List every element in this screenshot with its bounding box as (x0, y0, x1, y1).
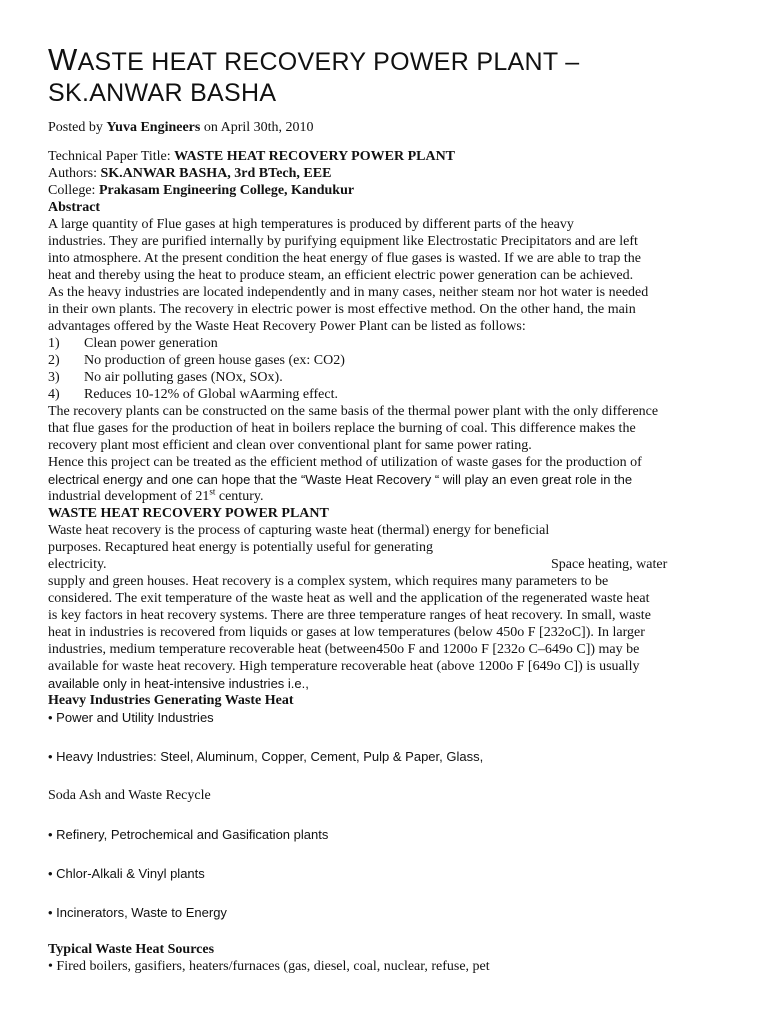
paragraph-line: is key factors in heat recovery systems. There are three temperature ranges of heat recovery. In small, waste (48, 608, 651, 623)
list-item: • Incinerators, Waste to Energy (48, 905, 227, 920)
list-number: 1) (48, 336, 60, 351)
abstract-line: advantages offered by the Waste Heat Recovery Power Plant can be listed as follows: (48, 319, 526, 334)
title-first-letter: W (48, 42, 78, 77)
list-item (48, 335, 730, 352)
list-item (48, 352, 730, 369)
paper-title-line (48, 148, 730, 165)
page-title (48, 44, 728, 109)
paragraph-line-end: century. (215, 489, 264, 504)
authors-value: SK.ANWAR BASHA, 3rd BTech, EEE (100, 166, 332, 181)
authors-label: Authors: (48, 166, 101, 181)
list-item: Soda Ash and Waste Recycle (48, 788, 211, 803)
college-label: College: (48, 183, 99, 198)
college-value: Prakasam Engineering College, Kandukur (98, 183, 355, 198)
paragraph-line: Hence this project can be treated as the efficient method of utilization of waste gases for the production of (48, 455, 642, 470)
abstract-line: into atmosphere. At the present condition the heat energy of flue gases is wasted. If we are able to trap the (48, 251, 641, 266)
list-text: Reduces 10-12% of Global wAarming effect. (84, 387, 338, 402)
paragraph-line (48, 488, 730, 505)
paragraph-line: available for waste heat recovery. High temperature recoverable heat (above 1200o F [649o C]) is usually (48, 659, 640, 674)
list-text: No air polluting gases (NOx, SOx). (84, 370, 283, 385)
paragraph-line: The recovery plants can be constructed on the same basis of the thermal power plant with the only difference (48, 404, 659, 419)
list-number: 3) (48, 370, 60, 385)
byline (48, 119, 314, 136)
list-item (48, 386, 730, 403)
list-item: • Power and Utility Industries (48, 710, 214, 725)
paragraph-line: that flue gases for the production of heat in boilers replace the burning of coal. This difference makes the (48, 421, 636, 436)
abstract-line: As the heavy industries are located independently and in many cases, neither steam nor hot water is needed (48, 285, 649, 300)
paragraph-line: Waste heat recovery is the process of capturing waste heat (thermal) energy for beneficial (48, 523, 550, 538)
paragraph-line: heat in industries is recovered from liquids or gases at low temperatures (below 450o F [232oC]). In larger (48, 625, 645, 640)
abstract-heading: Abstract (48, 200, 101, 215)
byline-prefix: Posted by (48, 120, 107, 135)
paragraph-line: considered. The exit temperature of the waste heat as well and the application of the regenerated waste heat (48, 591, 650, 606)
paragraph-line-text: industrial development of 21 (48, 489, 210, 504)
section-paragraph (48, 522, 730, 692)
industries-list (48, 709, 730, 941)
list-item: • Heavy Industries: Steel, Aluminum, Copper, Cement, Pulp & Paper, Glass, (48, 749, 484, 764)
paragraph-line: recovery plant most efficient and clean over conventional plant for same power rating. (48, 438, 532, 453)
paragraph-line-text: electricity. (48, 557, 107, 572)
paragraph-line (48, 556, 730, 573)
authors-line (48, 165, 730, 182)
byline-author[interactable]: Yuva Engineers (106, 120, 201, 135)
abstract-line: heat and thereby using the heat to produce steam, an efficient electric power generation can be achieved. (48, 268, 634, 283)
title-line-2: SK.ANWAR BASHA (48, 79, 277, 107)
college-line (48, 182, 730, 199)
abstract-line: industries. They are purified internally by purifying equipment like Electrostatic Precipitators and are left (48, 234, 638, 249)
section-heading: WASTE HEAT RECOVERY POWER PLANT (48, 506, 329, 521)
title-line-1: ASTE HEAT RECOVERY POWER PLANT – (77, 48, 580, 76)
paragraph-line: industries, medium temperature recoverable heat (between450o F and 1200o F [232o C–649o C]) may be (48, 642, 640, 657)
paragraph-line: available only in heat-intensive industries i.e., (48, 676, 309, 691)
abstract-line: A large quantity of Flue gases at high temperatures is produced by different parts of the heavy (48, 217, 574, 232)
floating-text: Space heating, water (551, 557, 668, 572)
abstract-line: in their own plants. The recovery in electric power is most effective method. On the other hand, the main (48, 302, 636, 317)
paragraph-line: purposes. Recaptured heat energy is potentially useful for generating (48, 540, 434, 555)
sources-heading: Typical Waste Heat Sources (48, 942, 215, 957)
paragraph-line: electrical energy and one can hope that the “Waste Heat Recovery “ will play an even great role in the (48, 472, 633, 487)
list-item (48, 369, 730, 386)
list-item: • Fired boilers, gasifiers, heaters/furnaces (gas, diesel, coal, nuclear, refuse, pet (48, 959, 490, 974)
list-text: No production of green house gases (ex: CO2) (84, 353, 345, 368)
advantages-list (48, 335, 730, 403)
article-body (48, 148, 730, 975)
paper-title-label: Technical Paper Title: (48, 149, 175, 164)
industries-heading: Heavy Industries Generating Waste Heat (48, 693, 294, 708)
superscript: st (209, 486, 216, 497)
list-text: Clean power generation (84, 336, 218, 351)
list-number: 2) (48, 353, 60, 368)
list-item: • Refinery, Petrochemical and Gasification plants (48, 827, 329, 842)
paper-title-value: WASTE HEAT RECOVERY POWER PLANT (174, 149, 456, 164)
recovery-paragraph (48, 403, 730, 505)
byline-date: on April 30th, 2010 (200, 120, 314, 135)
paragraph-line: supply and green houses. Heat recovery is a complex system, which requires many parameters to be (48, 574, 609, 589)
list-item: • Chlor-Alkali & Vinyl plants (48, 866, 205, 881)
list-number: 4) (48, 387, 60, 402)
abstract-text (48, 216, 730, 335)
sources-list (48, 958, 730, 975)
